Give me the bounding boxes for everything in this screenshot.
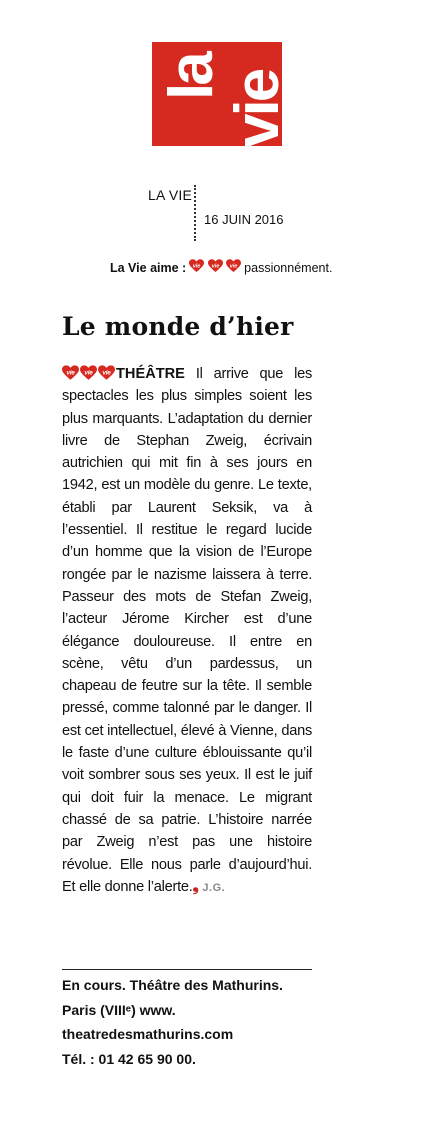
- info-divider: [62, 969, 312, 970]
- heart-icon: [80, 365, 97, 381]
- heart-icon: [208, 259, 223, 273]
- practical-info: [62, 973, 322, 1071]
- info-line: Paris (VIIIᵉ) www.: [62, 1001, 176, 1018]
- end-mark-icon: ❟: [192, 877, 199, 895]
- info-phone: Tél. : 01 42 65 90 00.: [62, 1050, 196, 1067]
- rating-legend-label: La Vie aime :: [110, 260, 187, 275]
- info-website: theatredesmathurins.com: [62, 1026, 234, 1042]
- rating-legend-text: passionnément.: [244, 260, 333, 275]
- logo-line2: vie: [223, 70, 292, 148]
- article-rating-hearts: [62, 365, 115, 381]
- author-initials: J.G.: [202, 881, 226, 894]
- heart-icon: [189, 259, 204, 273]
- article-text: Il arrive que les spectacles les plus simples soient les plus marquants. L’adaptation du dernier livre de Stephan Zweig, écrivain autrichien qui mit fin à ses jours en 1942, est un modèle du genre. Le texte, établi par Laurent Seksik, va à l’essentiel. Il restitue le regard lucide d’un homme que la vision de l’Europe rongée par le nazisme laissera à terre. Passeur des mots de Stefan Zweig, l’acteur Jérome Kircher est d’une élégance douloureuse. Il entre en scène, vêtu d’un pardessus, un chapeau de feutre sur la tête. Il semble pressé, comme talonné par le danger. Il est cet intellectuel, élevé à Vienne, dans le faste d’une culture éblouissante qu’il voit sombrer sous ses yeux. Il est le juif qui doit fuir la menace. Le migrant chassé de sa patrie. L’histoire narrée par Zweig n’est pas une histoire révolue. Elle nous parle d’aujourd’hui. Et elle donne l’alerte.: [62, 366, 312, 895]
- heart-icon: [98, 365, 115, 381]
- rating-legend: [110, 259, 332, 276]
- heart-icon: [226, 259, 241, 273]
- article-title: Le monde d’hier: [62, 312, 294, 341]
- info-line: En cours. Théâtre des Mathurins.: [62, 977, 283, 993]
- la-vie-logo: [152, 42, 292, 148]
- section-label: THÉÂTRE: [116, 366, 185, 382]
- heart-icon: [62, 365, 79, 381]
- logo-line1: la: [157, 54, 226, 100]
- publication-name: LA VIE: [148, 187, 193, 203]
- meta-divider: [194, 185, 196, 241]
- logo-mark: [152, 42, 292, 148]
- article-body: [62, 363, 312, 899]
- publication-date: 16 JUIN 2016: [204, 212, 284, 227]
- rating-legend-hearts: [189, 259, 241, 276]
